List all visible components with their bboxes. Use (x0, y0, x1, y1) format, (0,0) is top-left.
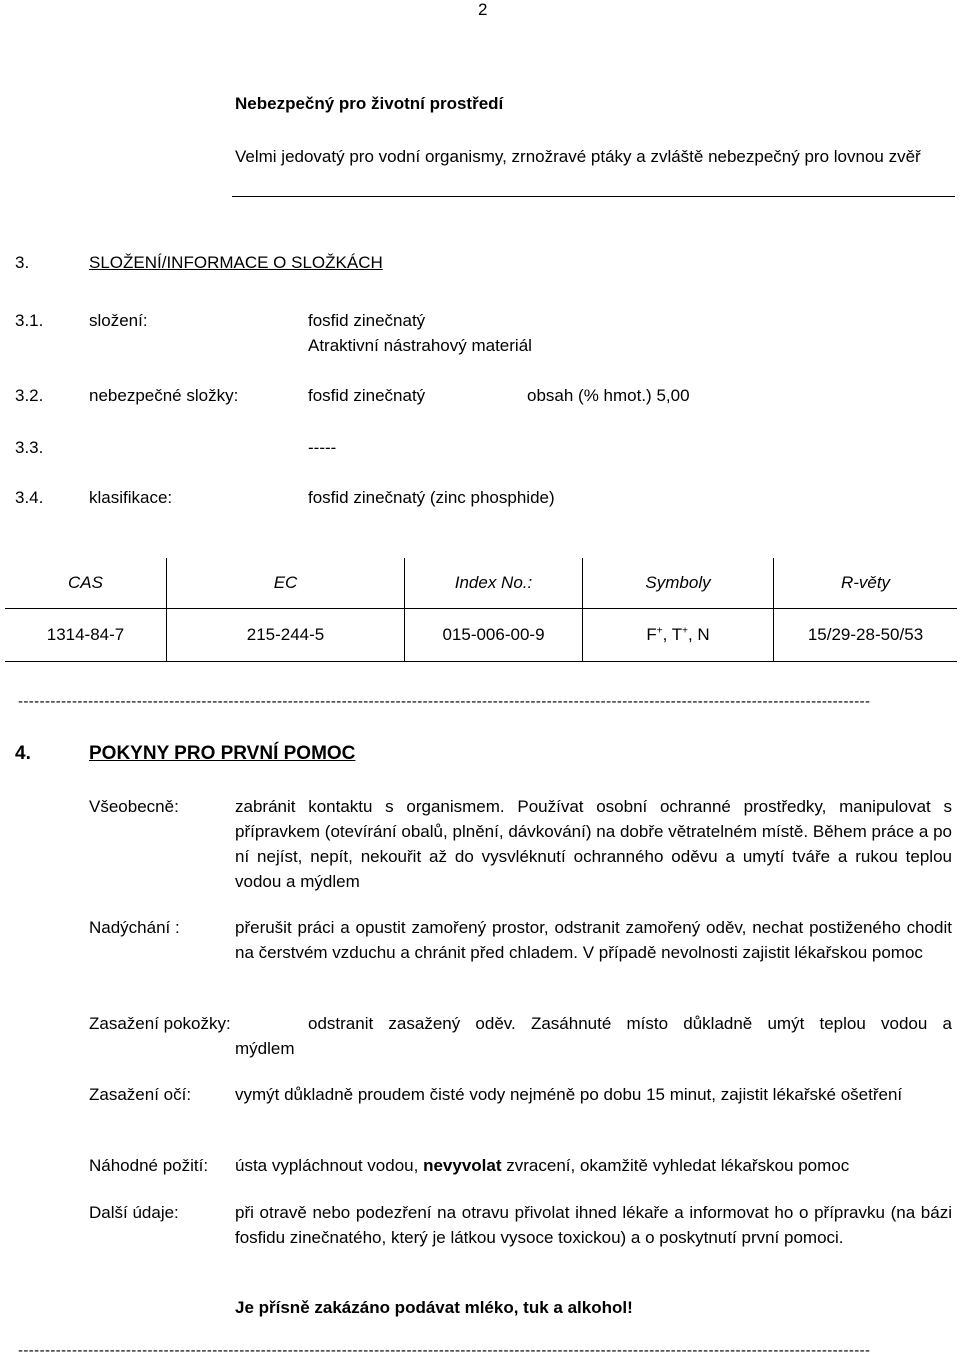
header-index: Index No.: (405, 558, 583, 609)
inhalation-label: Nadýchání : (89, 918, 180, 937)
ingestion-post: zvracení, okamžitě vyhledat lékařskou pomoc (506, 1156, 850, 1175)
row-num: 3.2. (15, 386, 44, 405)
header-cas: CAS (5, 558, 167, 609)
cell-symbols: F+, T+, N (583, 609, 774, 662)
row-label: klasifikace: (89, 488, 173, 507)
row-label: složení: (89, 311, 148, 330)
symbol-t-sup: + (682, 625, 688, 637)
ingestion-pre: ústa vypláchnout vodou, (235, 1156, 419, 1175)
header-r: R-věty (774, 558, 958, 609)
eyes-label: Zasažení očí: (89, 1085, 192, 1104)
header-symbols: Symboly (583, 558, 774, 609)
inhalation-text: přerušit práci a opustit zamořený prostor, odstranit zamořený oděv, nechat postiženého chodit na čerstvém vzduchu a chránit před chladem. V případě nevolnosti zajistit lékařskou pomoc (235, 918, 952, 962)
env-underline (232, 196, 955, 197)
eyes-text: vymýt důkladně proudem čisté vody nejméně po dobu 15 minut, zajistit lékařské ošetření (235, 1085, 903, 1104)
row-value: fosfid zinečnatý (308, 311, 426, 330)
composition-table (5, 558, 957, 662)
ingestion-text (235, 1156, 849, 1176)
general-label: Všeobecně: (89, 797, 179, 816)
row-num: 3.4. (15, 488, 44, 507)
separator-line: -------------------------------------------------------------------------------------------------------------------------------------------------------------- (18, 693, 871, 710)
warning-text: Je přísně zakázáno podávat mléko, tuk a alkohol! (235, 1298, 633, 1317)
symbol-f: F (646, 625, 657, 644)
skin-label: Zasažení pokožky: (89, 1014, 231, 1033)
cell-index: 015-006-00-9 (405, 609, 583, 662)
row-value: ----- (308, 438, 337, 457)
other-label: Další údaje: (89, 1203, 179, 1222)
env-heading: Nebezpečný pro životní prostředí (235, 94, 504, 113)
table-header-row (5, 558, 957, 609)
section4-number: 4. (15, 743, 31, 764)
header-ec: EC (167, 558, 405, 609)
other-text: při otravě nebo podezření na otravu přivolat ihned lékaře a informovat ho o přípravku (na bázi fosfidu zinečnatého, který je látkou vysoce toxickou) a o poskytnutí první pomoci. (235, 1203, 952, 1247)
section3-title: SLOŽENÍ/INFORMACE O SLOŽKÁCH (89, 253, 383, 272)
cell-r: 15/29-28-50/53 (774, 609, 958, 662)
row-value: fosfid zinečnatý (zinc phosphide) (308, 488, 555, 507)
ingestion-label: Náhodné požití: (89, 1156, 209, 1175)
symbol-f-sup: + (656, 625, 663, 637)
symbol-t: T (671, 625, 683, 644)
section3-number: 3. (15, 253, 30, 272)
row-value: fosfid zinečnatý (308, 386, 426, 405)
cell-cas: 1314-84-7 (5, 609, 167, 662)
row-content: obsah (% hmot.) 5,00 (527, 386, 690, 405)
row-value-2: Atraktivní nástrahový materiál (308, 336, 532, 355)
row-num: 3.1. (15, 311, 44, 330)
env-text: Velmi jedovatý pro vodní organismy, zrnožravé ptáky a zvláště nebezpečný pro lovnou zvěř (235, 147, 921, 166)
page-number: 2 (478, 0, 488, 19)
table-row (5, 609, 957, 662)
symbol-n: N (697, 625, 710, 644)
row-num: 3.3. (15, 438, 44, 457)
section4-title: POKYNY PRO PRVNÍ POMOC (89, 743, 356, 764)
general-text: zabránit kontaktu s organismem. Používat osobní ochranné prostředky, manipulovat s přípravkem (otevírání obalů, plnění, dávkování) na dobře větratelném místě. Během práce a po ní nejíst, nepít, nekouřit až do vysvléknutí ochranného oděvu a umytí tváře a rukou teplou vodou a mýdlem (235, 797, 952, 891)
separator-line-bottom: -------------------------------------------------------------------------------------------------------------------------------------------------------------- (18, 1342, 871, 1359)
ingestion-bold: nevyvolat (423, 1156, 502, 1175)
skin-text-2: mýdlem (235, 1039, 295, 1058)
skin-text: odstranit zasažený oděv. Zasáhnuté místo důkladně umýt teplou vodou a (308, 1014, 952, 1033)
row-label: nebezpečné složky: (89, 386, 239, 405)
cell-ec: 215-244-5 (167, 609, 405, 662)
